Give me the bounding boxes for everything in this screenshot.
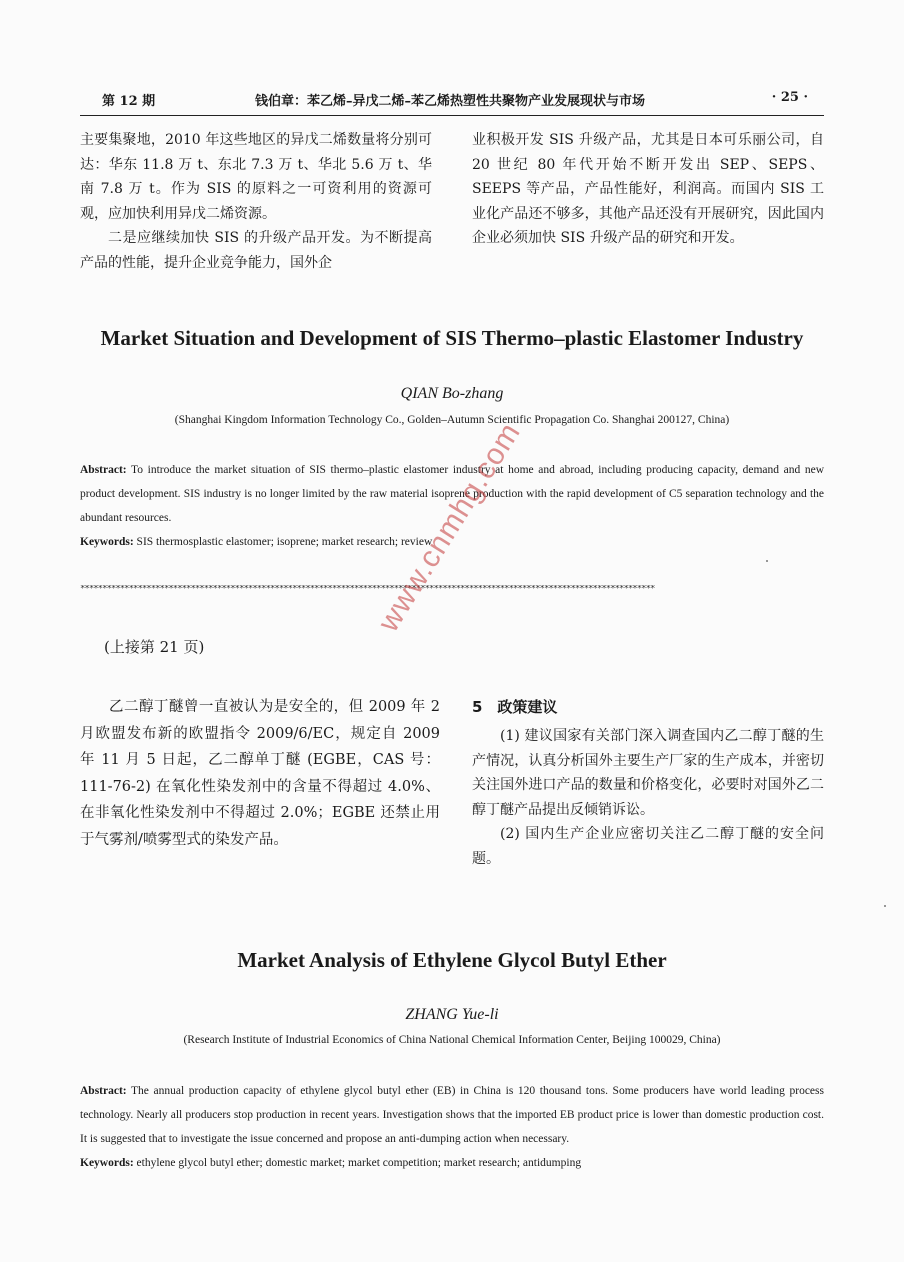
paragraph: 二是应继续加快 SIS 的升级产品开发。为不断提高产品的性能，提升企业竞争能力，国外企 — [80, 230, 432, 271]
abstract-text: To introduce the market situation of SIS thermo–plastic elastomer industry at home and abroad, including producing capacity, demand and new product development. SIS industry is no longer limited by the raw material isoprene production with the rapid development of C5 separation technology and the abundant resources. — [80, 464, 825, 524]
keywords-label: Keywords: — [80, 1157, 134, 1169]
keywords-label: Keywords: — [80, 536, 134, 548]
article2-left-column — [80, 694, 440, 853]
article1-right-column — [472, 128, 824, 251]
article2-right-column — [472, 724, 824, 871]
continued-from-note: (上接第 21 页) — [104, 638, 205, 656]
header-rule — [80, 115, 824, 116]
page-number: · 25 · — [771, 90, 808, 105]
article1-english-title: Market Situation and Development of SIS Thermo–plastic Elastomer Industry — [100, 326, 804, 350]
article1-author: QIAN Bo-zhang — [400, 385, 504, 402]
article1-left-column — [80, 128, 432, 275]
speck — [766, 560, 768, 562]
speck — [884, 905, 886, 907]
paragraph: (2) 国内生产企业应密切关注乙二醇丁醚的安全问题。 — [472, 826, 824, 867]
running-title: 钱伯章：苯乙烯–异戊二烯–苯乙烯热塑性共聚物产业发展现状与市场 — [255, 94, 646, 109]
paragraph: 乙二醇丁醚曾一直被认为是安全的，但 2009 年 2 月欧盟发布新的欧盟指令 2009/6/EC，规定自 2009 年 11 月 5 日起，乙二醇单丁醚 (EGBE，CAS 号：111-76-2) 在氧化性染发剂中的含量不得超过 4.0%、在非氧化性染发剂中不得超过 2.0%；EGBE 还禁止用于气雾剂/喷雾型式的染发产品。 — [80, 699, 440, 848]
running-header — [80, 90, 824, 112]
article-separator: ********************************************************************************************************************************** — [80, 585, 655, 593]
article2-english-title: Market Analysis of Ethylene Glycol Butyl Ether — [237, 948, 667, 972]
keywords-text: SIS thermosplastic elastomer; isoprene; market research; review — [136, 536, 433, 548]
article1-affiliation: (Shanghai Kingdom Information Technology Co., Golden–Autumn Scientific Propagation Co. Shanghai 200127, China) — [174, 414, 730, 426]
section-heading: 5 政策建议 — [472, 698, 558, 716]
abstract-label: Abstract: — [80, 464, 127, 476]
keywords-text: ethylene glycol butyl ether; domestic market; market competition; market research; antidumping — [136, 1157, 582, 1169]
abstract-text: The annual production capacity of ethylene glycol butyl ether (EB) in China is 120 thousand tons. Some producers have world leading process technology. Nearly all producers stop production in recent years. Investigation shows that the imported EB product price is lower than domestic production cost. It is suggested that to investigate the issue concerned and propose an anti-dumping action when necessary. — [80, 1085, 824, 1145]
issue-number: 第 12 期 — [102, 94, 156, 109]
keywords-line — [80, 1151, 824, 1175]
watermark: www.cnmhg.com — [372, 416, 528, 638]
paragraph: 业积极开发 SIS 升级产品，尤其是日本可乐丽公司，自 20 世纪 80 年代开始不断开发出 SEP、SEPS、SEEPS 等产品，产品性能好，利润高。而国内 SIS 工业化产品还不够多，其他产品还没有开展研究，因此国内企业必须加快 SIS 升级产品的研究和开发。 — [472, 132, 824, 246]
article2-affiliation: (Research Institute of Industrial Economics of China National Chemical Information Center, Beijing 100029, China) — [183, 1034, 721, 1046]
abstract-label: Abstract: — [80, 1085, 127, 1097]
article2-abstract — [80, 1079, 824, 1175]
paragraph: (1) 建议国家有关部门深入调查国内乙二醇丁醚的生产情况，认真分析国外主要生产厂家的生产成本，并密切关注国外进口产品的数量和价格变化，必要时对国外乙二醇丁醚产品提出反倾销诉讼。 — [472, 728, 824, 818]
article2-author: ZHANG Yue-li — [405, 1006, 499, 1023]
abstract-paragraph — [80, 1079, 824, 1151]
paragraph: 主要集聚地，2010 年这些地区的异戊二烯数量将分别可达：华东 11.8 万 t、东北 7.3 万 t、华北 5.6 万 t、华南 7.8 万 t。作为 SIS 的原料之一可资利用的资源可观，应加快利用异戊二烯资源。 — [80, 132, 432, 222]
